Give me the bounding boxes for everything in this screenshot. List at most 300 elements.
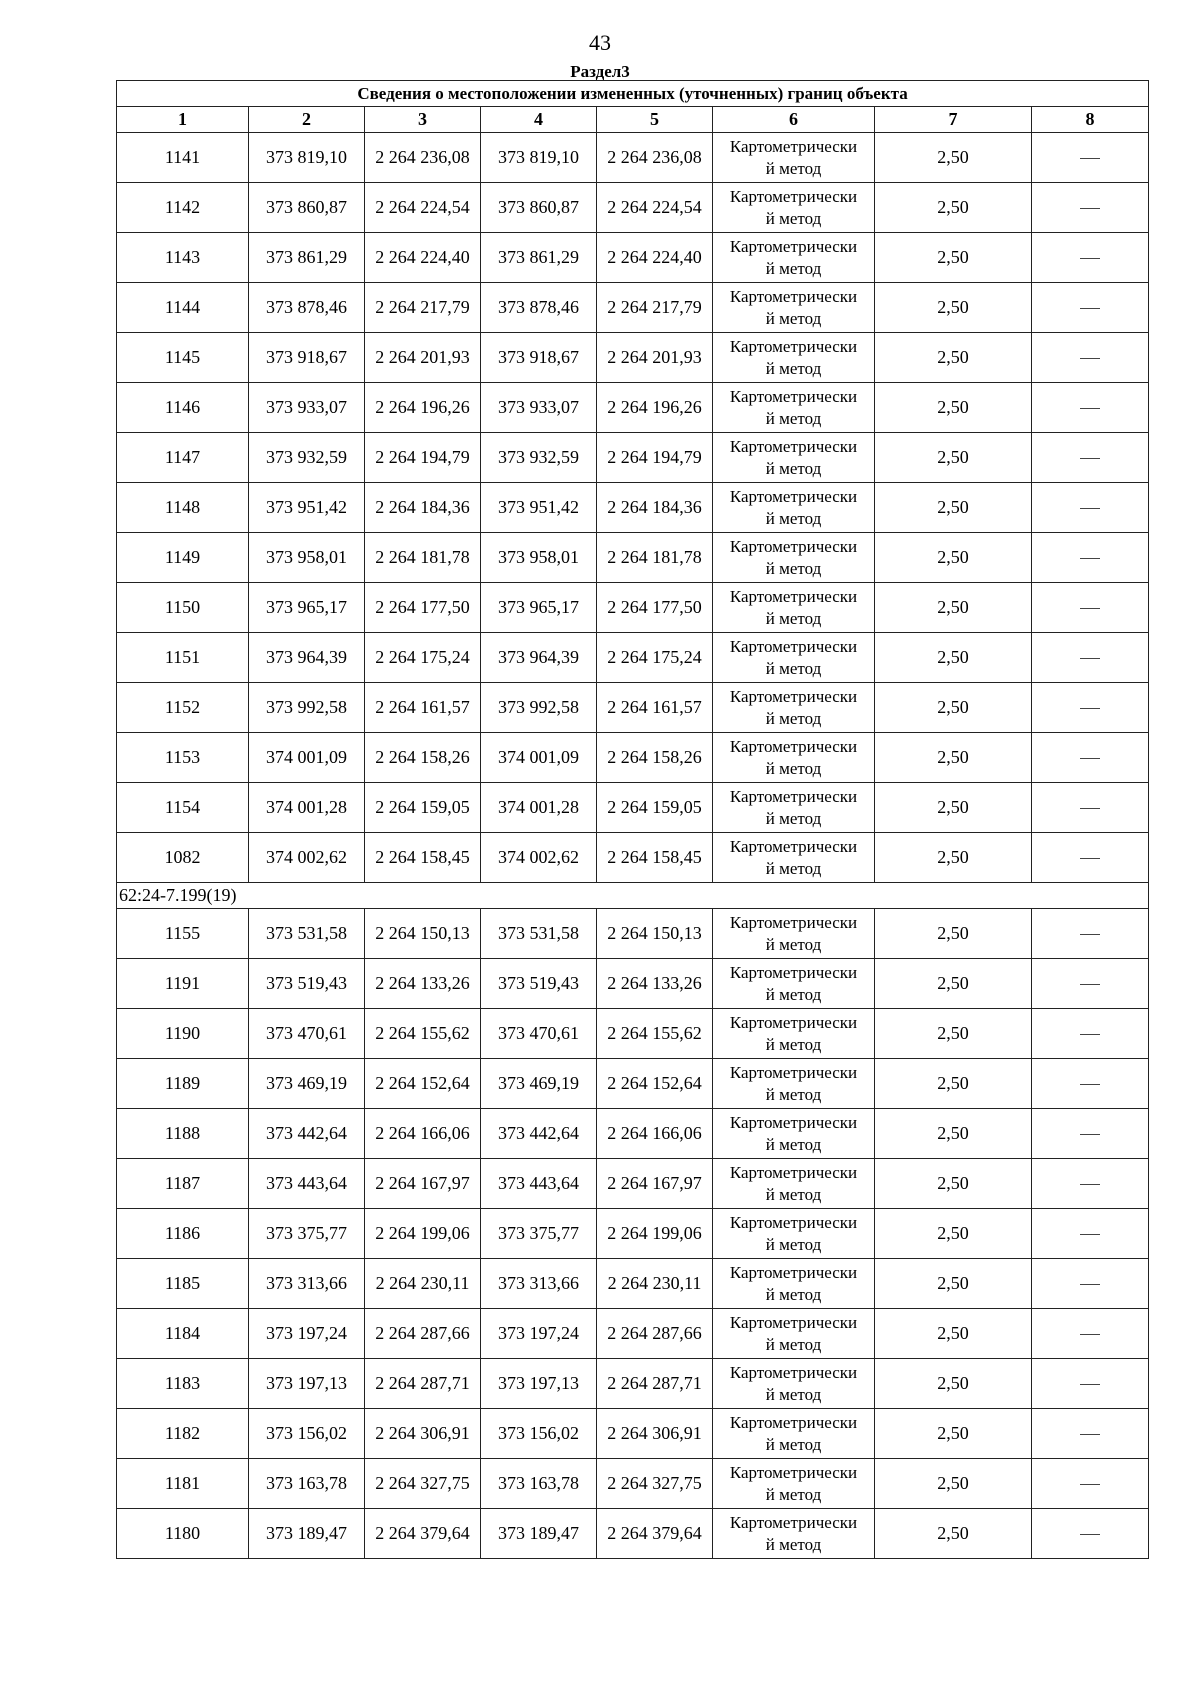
table-row	[117, 1009, 1149, 1059]
x-coordinate-cell: 373 918,67	[249, 333, 365, 383]
table-row	[117, 1159, 1149, 1209]
point-number-cell: 1146	[117, 383, 249, 433]
method-line: й метод	[765, 508, 822, 528]
empty-value-cell	[1032, 959, 1149, 1009]
method-line: Картометрически	[729, 336, 858, 356]
column-header: 6	[713, 107, 875, 133]
table-row	[117, 783, 1149, 833]
table-row	[117, 483, 1149, 533]
point-number-cell: 1153	[117, 733, 249, 783]
y-coordinate-cell: 2 264 306,91	[365, 1409, 481, 1459]
method-line: Картометрически	[729, 536, 858, 556]
method-line: Картометрически	[729, 1312, 858, 1332]
method-line: й метод	[765, 1184, 822, 1204]
method-line: й метод	[765, 1034, 822, 1054]
y-coordinate-cell: 2 264 166,06	[597, 1109, 713, 1159]
y-coordinate-cell: 2 264 194,79	[597, 433, 713, 483]
method-cell	[713, 633, 875, 683]
x-coordinate-cell: 373 951,42	[249, 483, 365, 533]
point-number-cell: 1147	[117, 433, 249, 483]
x-coordinate-cell: 373 992,58	[249, 683, 365, 733]
y-coordinate-cell: 2 264 224,54	[597, 183, 713, 233]
method-cell	[713, 1509, 875, 1559]
point-number-cell: 1181	[117, 1459, 249, 1509]
dash-mark	[1080, 1084, 1100, 1085]
method-line: й метод	[765, 708, 822, 728]
method-line: й метод	[765, 1484, 822, 1504]
precision-cell: 2,50	[875, 1409, 1032, 1459]
table-row	[117, 1109, 1149, 1159]
y-coordinate-cell: 2 264 287,71	[597, 1359, 713, 1409]
method-line: Картометрически	[729, 1262, 858, 1282]
method-line: й метод	[765, 758, 822, 778]
method-cell	[713, 433, 875, 483]
method-cell	[713, 283, 875, 333]
empty-value-cell	[1032, 1509, 1149, 1559]
method-line: й метод	[765, 608, 822, 628]
empty-value-cell	[1032, 333, 1149, 383]
method-line: Картометрически	[729, 912, 858, 932]
y-coordinate-cell: 2 264 133,26	[365, 959, 481, 1009]
precision-cell: 2,50	[875, 233, 1032, 283]
method-line: Картометрически	[729, 1212, 858, 1232]
x-coordinate-cell: 373 189,47	[249, 1509, 365, 1559]
y-coordinate-cell: 2 264 161,57	[365, 683, 481, 733]
precision-cell: 2,50	[875, 1159, 1032, 1209]
precision-cell: 2,50	[875, 833, 1032, 883]
method-line: й метод	[765, 858, 822, 878]
table-row	[117, 533, 1149, 583]
coordinates-table	[116, 80, 1149, 1559]
method-cell	[713, 533, 875, 583]
method-line: Картометрически	[729, 386, 858, 406]
point-number-cell: 1185	[117, 1259, 249, 1309]
x-coordinate-cell: 373 442,64	[481, 1109, 597, 1159]
empty-value-cell	[1032, 183, 1149, 233]
precision-cell: 2,50	[875, 533, 1032, 583]
table-row	[117, 1459, 1149, 1509]
y-coordinate-cell: 2 264 199,06	[597, 1209, 713, 1259]
method-cell	[713, 783, 875, 833]
method-cell	[713, 909, 875, 959]
y-coordinate-cell: 2 264 217,79	[597, 283, 713, 333]
y-coordinate-cell: 2 264 224,40	[365, 233, 481, 283]
precision-cell: 2,50	[875, 383, 1032, 433]
x-coordinate-cell: 374 002,62	[481, 833, 597, 883]
table-row	[117, 233, 1149, 283]
column-header: 8	[1032, 107, 1149, 133]
precision-cell: 2,50	[875, 909, 1032, 959]
section-label: Раздел3	[570, 62, 630, 81]
x-coordinate-cell: 373 819,10	[249, 133, 365, 183]
empty-value-cell	[1032, 1409, 1149, 1459]
point-number-cell: 1148	[117, 483, 249, 533]
x-coordinate-cell: 373 878,46	[249, 283, 365, 333]
y-coordinate-cell: 2 264 287,71	[365, 1359, 481, 1409]
method-line: й метод	[765, 208, 822, 228]
x-coordinate-cell: 373 958,01	[249, 533, 365, 583]
dash-mark	[1080, 408, 1100, 409]
dash-mark	[1080, 984, 1100, 985]
y-coordinate-cell: 2 264 217,79	[365, 283, 481, 333]
method-cell	[713, 733, 875, 783]
y-coordinate-cell: 2 264 327,75	[365, 1459, 481, 1509]
y-coordinate-cell: 2 264 167,97	[365, 1159, 481, 1209]
x-coordinate-cell: 373 965,17	[481, 583, 597, 633]
y-coordinate-cell: 2 264 167,97	[597, 1159, 713, 1209]
dash-mark	[1080, 608, 1100, 609]
precision-cell: 2,50	[875, 1259, 1032, 1309]
y-coordinate-cell: 2 264 194,79	[365, 433, 481, 483]
dash-mark	[1080, 658, 1100, 659]
point-number-cell: 1149	[117, 533, 249, 583]
x-coordinate-cell: 373 932,59	[249, 433, 365, 483]
y-coordinate-cell: 2 264 155,62	[365, 1009, 481, 1059]
method-cell	[713, 333, 875, 383]
precision-cell: 2,50	[875, 1459, 1032, 1509]
point-number-cell: 1190	[117, 1009, 249, 1059]
dash-mark	[1080, 1234, 1100, 1235]
dash-mark	[1080, 808, 1100, 809]
empty-value-cell	[1032, 1009, 1149, 1059]
x-coordinate-cell: 373 531,58	[481, 909, 597, 959]
y-coordinate-cell: 2 264 196,26	[597, 383, 713, 433]
x-coordinate-cell: 373 313,66	[481, 1259, 597, 1309]
precision-cell: 2,50	[875, 333, 1032, 383]
method-cell	[713, 1359, 875, 1409]
method-line: й метод	[765, 1334, 822, 1354]
dash-mark	[1080, 158, 1100, 159]
method-cell	[713, 583, 875, 633]
dash-mark	[1080, 258, 1100, 259]
x-coordinate-cell: 373 861,29	[481, 233, 597, 283]
point-number-cell: 1151	[117, 633, 249, 683]
empty-value-cell	[1032, 283, 1149, 333]
x-coordinate-cell: 373 861,29	[249, 233, 365, 283]
precision-cell: 2,50	[875, 1509, 1032, 1559]
y-coordinate-cell: 2 264 175,24	[597, 633, 713, 683]
method-line: й метод	[765, 308, 822, 328]
method-line: Картометрически	[729, 1362, 858, 1382]
x-coordinate-cell: 373 819,10	[481, 133, 597, 183]
x-coordinate-cell: 373 992,58	[481, 683, 597, 733]
x-coordinate-cell: 373 375,77	[481, 1209, 597, 1259]
point-number-cell: 1189	[117, 1059, 249, 1109]
dash-mark	[1080, 208, 1100, 209]
x-coordinate-cell: 373 156,02	[481, 1409, 597, 1459]
y-coordinate-cell: 2 264 133,26	[597, 959, 713, 1009]
method-line: Картометрически	[729, 1462, 858, 1482]
x-coordinate-cell: 373 933,07	[249, 383, 365, 433]
method-cell	[713, 133, 875, 183]
method-cell	[713, 183, 875, 233]
method-cell	[713, 383, 875, 433]
column-header: 7	[875, 107, 1032, 133]
y-coordinate-cell: 2 264 155,62	[597, 1009, 713, 1059]
point-number-cell: 1144	[117, 283, 249, 333]
y-coordinate-cell: 2 264 224,40	[597, 233, 713, 283]
x-coordinate-cell: 373 918,67	[481, 333, 597, 383]
dash-mark	[1080, 708, 1100, 709]
point-number-cell: 1155	[117, 909, 249, 959]
dash-mark	[1080, 858, 1100, 859]
method-line: Картометрически	[729, 586, 858, 606]
table-row	[117, 283, 1149, 333]
method-cell	[713, 1209, 875, 1259]
method-cell	[713, 683, 875, 733]
table-row	[117, 1509, 1149, 1559]
x-coordinate-cell: 373 933,07	[481, 383, 597, 433]
x-coordinate-cell: 373 878,46	[481, 283, 597, 333]
page-number: 43	[589, 30, 611, 55]
y-coordinate-cell: 2 264 158,26	[597, 733, 713, 783]
x-coordinate-cell: 373 958,01	[481, 533, 597, 583]
dash-mark	[1080, 508, 1100, 509]
y-coordinate-cell: 2 264 159,05	[597, 783, 713, 833]
precision-cell: 2,50	[875, 683, 1032, 733]
x-coordinate-cell: 373 443,64	[249, 1159, 365, 1209]
method-line: Картометрически	[729, 736, 858, 756]
point-number-cell: 1152	[117, 683, 249, 733]
method-line: й метод	[765, 1284, 822, 1304]
x-coordinate-cell: 373 442,64	[249, 1109, 365, 1159]
method-line: Картометрически	[729, 486, 858, 506]
empty-value-cell	[1032, 1159, 1149, 1209]
y-coordinate-cell: 2 264 177,50	[597, 583, 713, 633]
y-coordinate-cell: 2 264 158,45	[365, 833, 481, 883]
x-coordinate-cell: 373 964,39	[249, 633, 365, 683]
point-number-cell: 1180	[117, 1509, 249, 1559]
empty-value-cell	[1032, 1459, 1149, 1509]
table-header-row	[117, 107, 1149, 133]
dash-mark	[1080, 1134, 1100, 1135]
table-row	[117, 183, 1149, 233]
empty-value-cell	[1032, 783, 1149, 833]
y-coordinate-cell: 2 264 230,11	[597, 1259, 713, 1309]
method-line: й метод	[765, 358, 822, 378]
dash-mark	[1080, 1334, 1100, 1335]
precision-cell: 2,50	[875, 483, 1032, 533]
empty-value-cell	[1032, 533, 1149, 583]
dash-mark	[1080, 1484, 1100, 1485]
table-row	[117, 133, 1149, 183]
table-row	[117, 333, 1149, 383]
point-number-cell: 1187	[117, 1159, 249, 1209]
x-coordinate-cell: 373 163,78	[249, 1459, 365, 1509]
x-coordinate-cell: 374 001,28	[481, 783, 597, 833]
y-coordinate-cell: 2 264 201,93	[597, 333, 713, 383]
empty-value-cell	[1032, 433, 1149, 483]
point-number-cell: 1154	[117, 783, 249, 833]
column-header: 2	[249, 107, 365, 133]
x-coordinate-cell: 374 001,09	[481, 733, 597, 783]
y-coordinate-cell: 2 264 201,93	[365, 333, 481, 383]
method-cell	[713, 1009, 875, 1059]
empty-value-cell	[1032, 733, 1149, 783]
method-cell	[713, 833, 875, 883]
column-header: 3	[365, 107, 481, 133]
method-line: Картометрически	[729, 1112, 858, 1132]
dash-mark	[1080, 458, 1100, 459]
method-cell	[713, 1409, 875, 1459]
dash-mark	[1080, 1434, 1100, 1435]
method-line: Картометрически	[729, 962, 858, 982]
point-number-cell: 1142	[117, 183, 249, 233]
empty-value-cell	[1032, 909, 1149, 959]
method-line: й метод	[765, 158, 822, 178]
x-coordinate-cell: 374 001,28	[249, 783, 365, 833]
point-number-cell: 1141	[117, 133, 249, 183]
precision-cell: 2,50	[875, 1059, 1032, 1109]
empty-value-cell	[1032, 833, 1149, 883]
table-row	[117, 383, 1149, 433]
dash-mark	[1080, 358, 1100, 359]
group-row	[117, 883, 1149, 909]
dash-mark	[1080, 1034, 1100, 1035]
method-line: Картометрически	[729, 186, 858, 206]
precision-cell: 2,50	[875, 1359, 1032, 1409]
dash-mark	[1080, 558, 1100, 559]
point-number-cell: 1182	[117, 1409, 249, 1459]
x-coordinate-cell: 373 531,58	[249, 909, 365, 959]
table-row	[117, 909, 1149, 959]
dash-mark	[1080, 1284, 1100, 1285]
x-coordinate-cell: 373 519,43	[481, 959, 597, 1009]
x-coordinate-cell: 373 313,66	[249, 1259, 365, 1309]
y-coordinate-cell: 2 264 236,08	[365, 133, 481, 183]
y-coordinate-cell: 2 264 196,26	[365, 383, 481, 433]
y-coordinate-cell: 2 264 175,24	[365, 633, 481, 683]
method-line: Картометрически	[729, 286, 858, 306]
method-line: Картометрически	[729, 636, 858, 656]
method-line: Картометрически	[729, 1412, 858, 1432]
empty-value-cell	[1032, 683, 1149, 733]
method-line: й метод	[765, 1384, 822, 1404]
y-coordinate-cell: 2 264 287,66	[597, 1309, 713, 1359]
method-line: Картометрически	[729, 786, 858, 806]
table-row	[117, 1309, 1149, 1359]
y-coordinate-cell: 2 264 150,13	[597, 909, 713, 959]
precision-cell: 2,50	[875, 1209, 1032, 1259]
precision-cell: 2,50	[875, 959, 1032, 1009]
empty-value-cell	[1032, 1059, 1149, 1109]
point-number-cell: 1188	[117, 1109, 249, 1159]
dash-mark	[1080, 934, 1100, 935]
method-line: Картометрически	[729, 836, 858, 856]
empty-value-cell	[1032, 133, 1149, 183]
y-coordinate-cell: 2 264 327,75	[597, 1459, 713, 1509]
y-coordinate-cell: 2 264 379,64	[597, 1509, 713, 1559]
y-coordinate-cell: 2 264 161,57	[597, 683, 713, 733]
method-line: й метод	[765, 808, 822, 828]
precision-cell: 2,50	[875, 633, 1032, 683]
x-coordinate-cell: 373 860,87	[249, 183, 365, 233]
y-coordinate-cell: 2 264 150,13	[365, 909, 481, 959]
method-line: Картометрически	[729, 136, 858, 156]
y-coordinate-cell: 2 264 230,11	[365, 1259, 481, 1309]
method-cell	[713, 959, 875, 1009]
method-cell	[713, 1259, 875, 1309]
dash-mark	[1080, 758, 1100, 759]
y-coordinate-cell: 2 264 184,36	[597, 483, 713, 533]
x-coordinate-cell: 373 197,24	[481, 1309, 597, 1359]
method-line: Картометрически	[729, 686, 858, 706]
method-line: Картометрически	[729, 236, 858, 256]
method-line: Картометрически	[729, 1012, 858, 1032]
method-line: й метод	[765, 934, 822, 954]
x-coordinate-cell: 373 469,19	[481, 1059, 597, 1109]
method-line: й метод	[765, 1234, 822, 1254]
point-number-cell: 1143	[117, 233, 249, 283]
point-number-cell: 1150	[117, 583, 249, 633]
column-header: 5	[597, 107, 713, 133]
column-header: 1	[117, 107, 249, 133]
point-number-cell: 1186	[117, 1209, 249, 1259]
method-line: й метод	[765, 1084, 822, 1104]
method-line: й метод	[765, 1534, 822, 1554]
empty-value-cell	[1032, 1209, 1149, 1259]
dash-mark	[1080, 1384, 1100, 1385]
method-line: Картометрически	[729, 436, 858, 456]
method-line: й метод	[765, 658, 822, 678]
y-coordinate-cell: 2 264 166,06	[365, 1109, 481, 1159]
precision-cell: 2,50	[875, 783, 1032, 833]
empty-value-cell	[1032, 483, 1149, 533]
table-row	[117, 433, 1149, 483]
empty-value-cell	[1032, 1109, 1149, 1159]
x-coordinate-cell: 373 965,17	[249, 583, 365, 633]
table-row	[117, 733, 1149, 783]
x-coordinate-cell: 373 519,43	[249, 959, 365, 1009]
method-cell	[713, 233, 875, 283]
empty-value-cell	[1032, 633, 1149, 683]
y-coordinate-cell: 2 264 181,78	[365, 533, 481, 583]
precision-cell: 2,50	[875, 733, 1032, 783]
x-coordinate-cell: 373 197,13	[249, 1359, 365, 1409]
empty-value-cell	[1032, 383, 1149, 433]
y-coordinate-cell: 2 264 152,64	[597, 1059, 713, 1109]
empty-value-cell	[1032, 583, 1149, 633]
method-line: й метод	[765, 1434, 822, 1454]
point-number-cell: 1191	[117, 959, 249, 1009]
x-coordinate-cell: 373 197,24	[249, 1309, 365, 1359]
y-coordinate-cell: 2 264 158,45	[597, 833, 713, 883]
method-line: й метод	[765, 258, 822, 278]
method-cell	[713, 1109, 875, 1159]
y-coordinate-cell: 2 264 287,66	[365, 1309, 481, 1359]
method-line: Картометрически	[729, 1062, 858, 1082]
column-header: 4	[481, 107, 597, 133]
dash-mark	[1080, 308, 1100, 309]
table-row	[117, 583, 1149, 633]
y-coordinate-cell: 2 264 158,26	[365, 733, 481, 783]
method-line: й метод	[765, 458, 822, 478]
dash-mark	[1080, 1534, 1100, 1535]
point-number-cell: 1145	[117, 333, 249, 383]
precision-cell: 2,50	[875, 1309, 1032, 1359]
table-row	[117, 633, 1149, 683]
point-number-cell: 1184	[117, 1309, 249, 1359]
table-row	[117, 683, 1149, 733]
x-coordinate-cell: 373 189,47	[481, 1509, 597, 1559]
y-coordinate-cell: 2 264 224,54	[365, 183, 481, 233]
y-coordinate-cell: 2 264 199,06	[365, 1209, 481, 1259]
x-coordinate-cell: 373 951,42	[481, 483, 597, 533]
x-coordinate-cell: 374 001,09	[249, 733, 365, 783]
y-coordinate-cell: 2 264 379,64	[365, 1509, 481, 1559]
y-coordinate-cell: 2 264 181,78	[597, 533, 713, 583]
x-coordinate-cell: 373 443,64	[481, 1159, 597, 1209]
